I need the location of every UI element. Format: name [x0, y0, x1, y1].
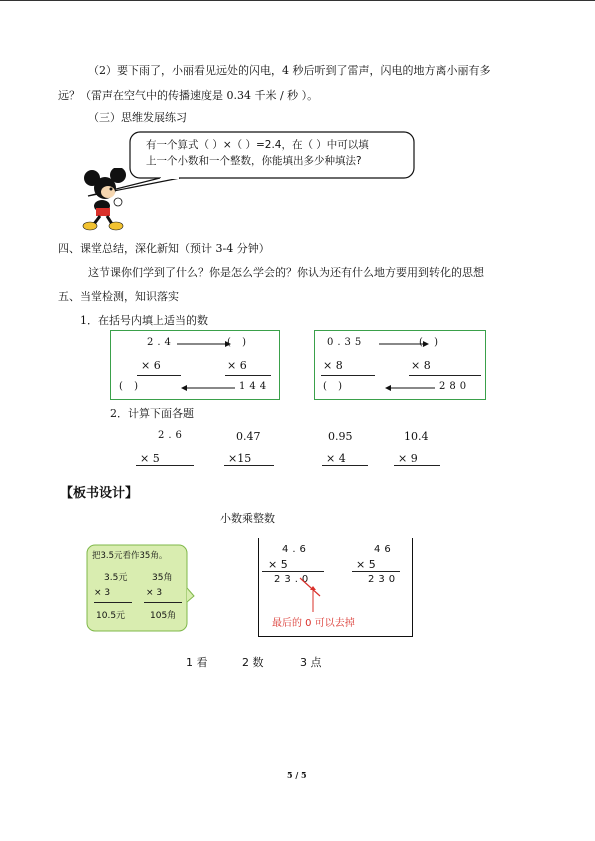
calc4-top: 10.4 [404, 430, 429, 443]
q1-title: 1．在括号内填上适当的数 [80, 314, 208, 327]
calc2-bottom: ×15 [228, 452, 252, 465]
arrow-left-icon [181, 384, 235, 392]
underline [136, 465, 194, 466]
underline [322, 465, 368, 466]
underline [321, 375, 375, 376]
arrow-left-icon [385, 384, 435, 392]
box1-factor: 2.4 [147, 337, 175, 348]
calc3-bottom: × 4 [326, 452, 346, 465]
arrow-right-icon [177, 340, 231, 348]
mickey-mouse-illustration [80, 168, 140, 232]
box2-result: 280 [439, 381, 471, 392]
strike-and-arrow-annotation [296, 576, 336, 616]
board-subtitle: 小数乘整数 [220, 512, 275, 525]
board-frame-left [258, 538, 259, 636]
calc2-top: 0.47 [236, 430, 261, 443]
underline [352, 571, 400, 572]
underline [94, 602, 132, 603]
calc4-bottom: × 9 [398, 452, 418, 465]
card-result-jiao: 105角 [150, 611, 177, 621]
board-right-result: 230 [368, 574, 400, 585]
board-left-result: 23.0 [274, 574, 313, 585]
footer-item-3: 3 点 [300, 656, 322, 669]
bubble-line2: 上一个小数和一个整数，你能填出多少种填法? [146, 155, 362, 167]
underline [262, 571, 324, 572]
box2-factor: 0.35 [327, 337, 366, 348]
footer-item-2: 2 数 [242, 656, 264, 669]
section5-title: 五、当堂检测，知识落实 [58, 290, 179, 303]
page-number: 5 / 5 [287, 770, 307, 780]
board-right-mul: × 5 [356, 558, 376, 571]
footer-item-1: 1 看 [186, 656, 208, 669]
card-yuan: 3.5元 [104, 573, 128, 583]
box1-multiplier-left: × 6 [141, 359, 161, 372]
card-mul-right: × 3 [146, 588, 163, 598]
fill-box-1 [110, 330, 280, 400]
box2-multiplier-right: × 8 [411, 359, 431, 372]
bubble-line1: 有一个算式（ ）×（ ）=2.4，在（ ）中可以填 [146, 139, 369, 151]
box2-answer-blank[interactable]: ( ) [419, 337, 442, 348]
underline [144, 602, 182, 603]
fill-box-2 [314, 330, 486, 400]
section3-title: （三）思维发展练习 [88, 111, 187, 124]
calc1-top: 2.6 [158, 430, 186, 441]
calc1-bottom: × 5 [140, 452, 160, 465]
q2-line1: （2）要下雨了，小丽看见远处的闪电，4 秒后听到了雷声，闪电的地方离小丽有多 [88, 64, 491, 77]
box1-multiplier-right: × 6 [227, 359, 247, 372]
section4-title: 四、课堂总结，深化新知（预计 3-4 分钟） [58, 242, 270, 255]
card-title: 把3.5元看作35角。 [92, 551, 168, 561]
box2-multiplier-left: × 8 [323, 359, 343, 372]
board-left-mul: × 5 [268, 558, 288, 571]
underline [224, 465, 274, 466]
underline [409, 375, 481, 376]
board-design-title: 【板书设计】 [60, 486, 139, 501]
box2-result-blank[interactable]: ( ) [323, 381, 346, 392]
board-frame-bottom [258, 636, 413, 637]
underline [137, 375, 181, 376]
calc3-top: 0.95 [328, 430, 353, 443]
box1-result-blank[interactable]: ( ) [119, 381, 142, 392]
section4-text: 这节课你们学到了什么？你是怎么学会的？你认为还有什么地方要用到转化的思想 [88, 266, 484, 279]
board-left-top: 4.6 [282, 544, 310, 555]
box1-result: 144 [239, 381, 271, 392]
card-result-yuan: 10.5元 [96, 611, 126, 621]
box1-answer-blank[interactable]: ( ) [227, 337, 250, 348]
top-rule [0, 0, 595, 1]
q2-calc-title: 2．计算下面各题 [110, 407, 194, 420]
board-right-top: 46 [374, 544, 395, 555]
board-note: 最后的 0 可以去掉 [272, 618, 355, 629]
card-jiao: 35角 [152, 573, 173, 583]
card-mul-left: × 3 [94, 588, 111, 598]
q2-line2: 远？（雷声在空气中的传播速度是 0.34 千米 / 秒 ）。 [58, 89, 319, 102]
underline [225, 375, 271, 376]
board-frame-right [412, 538, 413, 636]
underline [394, 465, 440, 466]
